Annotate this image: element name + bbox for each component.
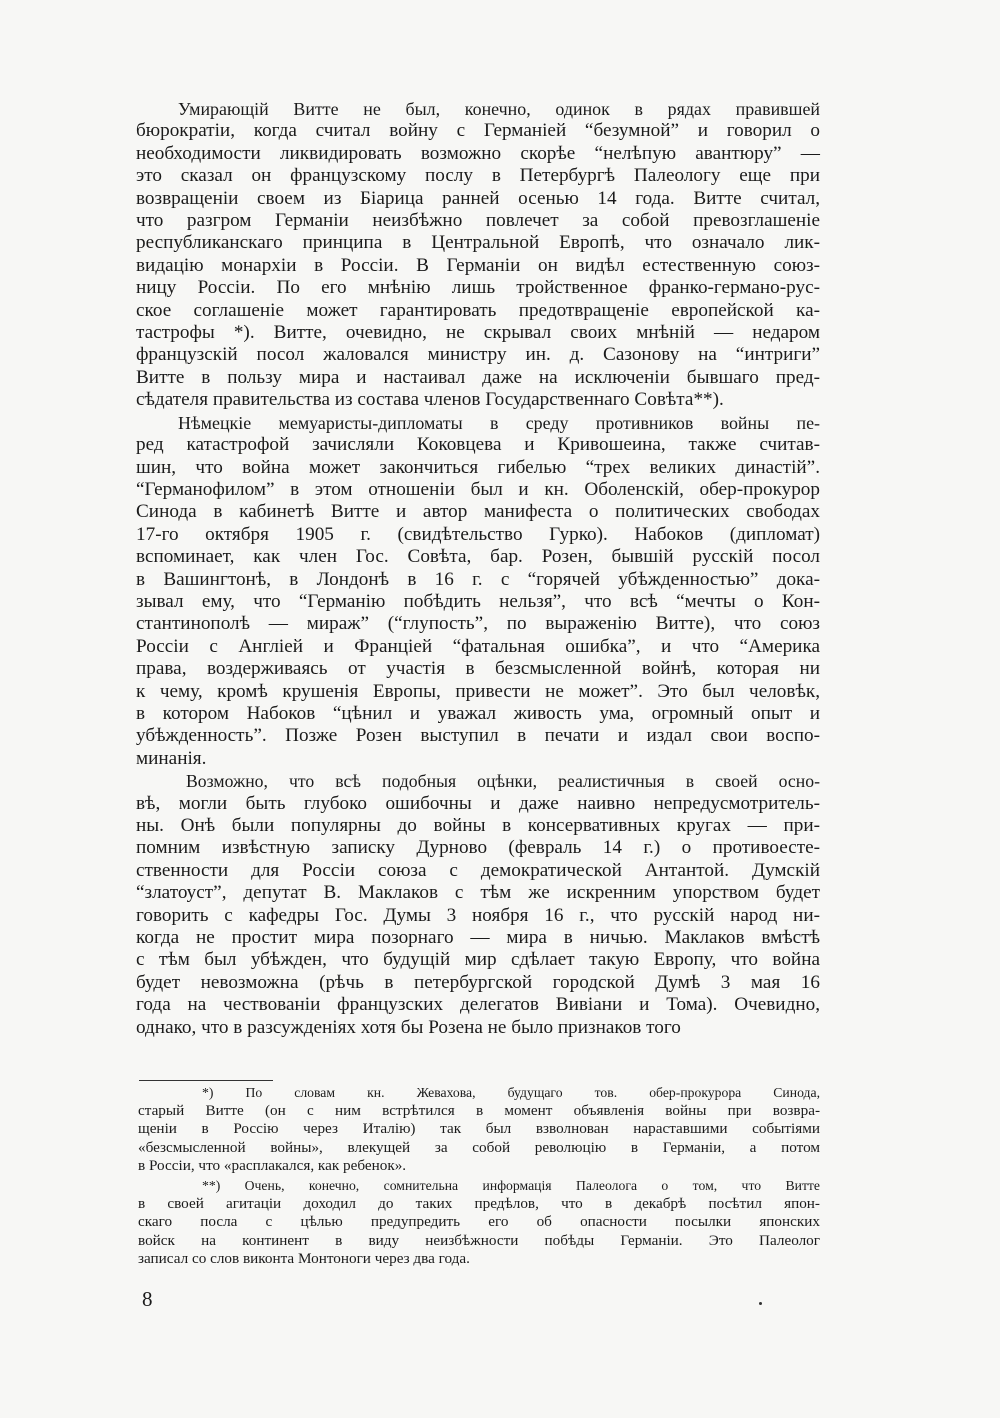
text-line: тастрофы *). Витте, очевидно, не скрывал своих мнѣній — недаром — [136, 322, 820, 344]
paragraph-1 — [136, 98, 820, 412]
text-line: видацію монархіи в Россіи. В Германіи он видѣл естественную союз- — [136, 254, 820, 276]
footnote-line: в своей агитаціи доходил до таких предѣлов, что в декабрѣ посѣтил япон- — [138, 1195, 820, 1213]
text-line: что разгром Германіи неизбѣжно повлечет за собой превозглашеніе — [136, 210, 820, 232]
text-line: к чему, кромѣ крушенія Европы, привести не может”. Это был человѣк, — [136, 680, 820, 702]
footnote-line: скаго посла с цѣлью предупредить его об опасности посылки японских — [138, 1213, 820, 1231]
footnote-line: записал со слов виконта Монтоноги через два года. — [138, 1249, 470, 1267]
text-line: ственности для Россіи союза с демократической Антантой. Думскій — [136, 859, 820, 881]
text-line: Возможно, что всѣ подобныя оцѣнки, реалистичныя в своей осно- — [186, 771, 820, 792]
footnotes — [138, 1084, 820, 1268]
text-line: ред катастрофой зачисляли Коковцева и Кривошеина, также считав- — [136, 434, 820, 456]
text-line: “Германофилом” в этом отношеніи был и кн. Оболенскій, обер-прокурор — [136, 478, 820, 500]
main-text — [136, 98, 820, 1039]
text-line: необходимости ликвидировать возможно скорѣе “нелѣпую авантюру” — — [136, 142, 820, 164]
text-line: Умирающій Витте не был, конечно, одинок в рядах правившей — [178, 99, 820, 119]
text-line: когда не простит мира позорнаго — мира в ничью. Маклаков вмѣстѣ — [136, 927, 820, 949]
text-line: это сказал он французскому послу в Петербургѣ Палеологу еще при — [136, 165, 820, 187]
text-line: Витте в пользу мира и настаивал даже на исключеніи бывшаго пред- — [136, 366, 820, 388]
text-line: в Вашингтонѣ, в Лондонѣ в 16 г. с “горячей убѣжденностью” дока- — [136, 568, 820, 590]
text-line: шин, что война может закончиться гибелью “трех великих династій”. — [136, 456, 820, 478]
footnote-line: *) По словам кн. Жевахова, будущаго тов. обер-прокурора Синода, — [202, 1085, 820, 1100]
text-line: Синода в кабинетѣ Витте и автор манифеста о политических свободах — [136, 501, 820, 523]
text-line: 17-го октября 1905 г. (свидѣтельство Гурко). Набоков (дипломат) — [136, 523, 820, 545]
footnote-separator — [139, 1080, 273, 1081]
text-line: убѣжденность”. Позже Розен выступил в печати и издал свои воспо- — [136, 725, 820, 747]
text-line: вѣ, могли быть глубоко ошибочны и даже наивно непредусмотритель- — [136, 792, 820, 814]
text-line: вспоминает, как член Гос. Совѣта, бар. Розен, бывшій русскій посол — [136, 546, 820, 568]
text-line: “златоуст”, депутат В. Маклаков с тѣм же искренним упорством будет — [136, 882, 820, 904]
footnote-line: «безсмысленной войны», влекущей за собой революцію в Германіи, а потом — [138, 1138, 820, 1156]
text-line: стантинополѣ — мираж” (“глупость”, по выраженію Витте), что союз — [136, 613, 820, 635]
footnote-line: щеніи в Россію через Италію) так был взволнован нараставшими событіями — [138, 1120, 820, 1138]
text-line: будет невозможна (рѣчь в петербургской городской Думѣ 3 мая 16 — [136, 971, 820, 993]
text-line: в котором Набоков “цѣнил и уважал живость ума, огромный опыт и — [136, 702, 820, 724]
text-line: минанія. — [136, 747, 207, 769]
text-line: ны. Онѣ были популярны до войны в консервативных кругах — при- — [136, 815, 820, 836]
text-line: говорить с кафедры Гос. Думы 3 ноября 16 г., что русскій народ ни- — [136, 904, 820, 926]
footnote-line: **) Очень, конечно, сомнительна информація Палеолога о том, что Витте — [202, 1178, 820, 1194]
text-line: возвращеніи своем из Біарица ранней осенью 14 года. Витте считал, — [136, 187, 820, 209]
text-line: республиканскаго принципа в Центральной Европѣ, что означало лик- — [136, 232, 820, 254]
text-line: однако, что в разсужденіях хотя бы Розена не было признаков того — [136, 1016, 681, 1038]
text-line: ницу Россіи. По его мнѣнію лишь тройственное франко-германо-рус- — [136, 277, 820, 299]
text-line: с тѣм был убѣжден, что будущій мир сдѣлает такую Европу, что война — [136, 949, 820, 971]
text-line: зывал ему, что “Германію побѣдить нельзя”, что всѣ “мечты о Кон- — [136, 590, 820, 612]
text-line: французскій посол жаловался министру ин. д. Сазонову на “интриги” — [136, 344, 820, 366]
footnote-1 — [138, 1084, 820, 1175]
text-line: Россіи с Англіей и Франціей “фатальная ошибка”, и что “Америка — [136, 635, 820, 657]
footnote-2 — [138, 1177, 820, 1268]
text-line: бюрократіи, когда считал войну с Германіей “безумной” и говорил о — [136, 120, 820, 142]
footnote-line: войск на континент в виду неизбѣжности побѣды Германіи. Это Палеолог — [138, 1231, 820, 1249]
page-number: 8 — [142, 1287, 153, 1311]
text-line: Нѣмецкіе мемуаристы-дипломаты в среду противников войны пе- — [178, 412, 820, 433]
text-line: года на чествованіи французских делегатов Вивіани и Тома). Очевидно, — [136, 994, 820, 1016]
paragraph-2 — [136, 412, 820, 771]
print-speck — [759, 1302, 762, 1305]
text-line: сѣдателя правительства из состава членов Государственнаго Совѣта**). — [136, 389, 724, 411]
footnote-line: старый Витте (он с ним встрѣтился в момент объявленія войны при возвра- — [138, 1102, 820, 1120]
text-line: помним извѣстную записку Дурново (февраль 14 г.) о противоесте- — [136, 837, 820, 859]
paragraph-3 — [136, 770, 820, 1039]
footnote-line: в Россіи, что «расплакался, как ребенок». — [138, 1156, 407, 1174]
text-line: ское соглашеніе может гарантировать предотвращеніе европейской ка- — [136, 299, 820, 321]
text-line: права, воздерживаясь от участія в безсмысленной войнѣ, которая ни — [136, 658, 820, 680]
